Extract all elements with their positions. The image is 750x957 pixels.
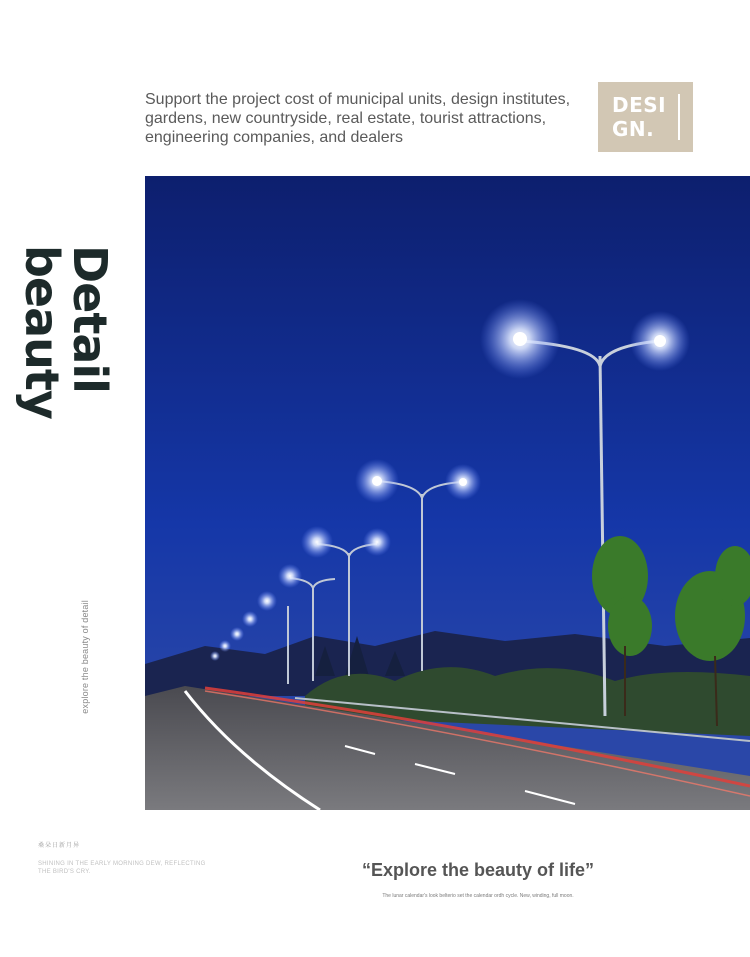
- quote-subtext: The lunar calendar's look belterio set the calendar ordh cycle. New, winding, full moon.: [382, 893, 574, 899]
- side-subtitle: explore the beauty of detail: [80, 600, 90, 714]
- intro-text: [145, 90, 575, 147]
- badge-divider: [678, 94, 680, 140]
- night-road-illustration: [145, 176, 750, 810]
- badge-line1: DESI: [612, 93, 667, 117]
- street-light-photo: [145, 176, 750, 810]
- intro-line: Support the project cost of municipal units, design institutes,: [145, 91, 571, 108]
- intro-line: engineering companies, and dealers: [145, 129, 403, 146]
- badge-line2: GN.: [612, 117, 655, 141]
- side-title-word1: Detail: [63, 245, 117, 393]
- side-title: [15, 245, 117, 419]
- side-title-word2: beauty: [15, 245, 69, 419]
- intro-line: gardens, new countryside, real estate, tourist attractions,: [145, 110, 547, 127]
- quote: “Explore the beauty of life”: [361, 860, 595, 880]
- design-badge: [598, 82, 693, 152]
- footer-small-chinese: 桑朵日新月异: [38, 843, 81, 849]
- footer-small-english: SHINING IN THE EARLY MORNING DEW, REFLECTING THE BIRD'S CRY.: [38, 861, 206, 875]
